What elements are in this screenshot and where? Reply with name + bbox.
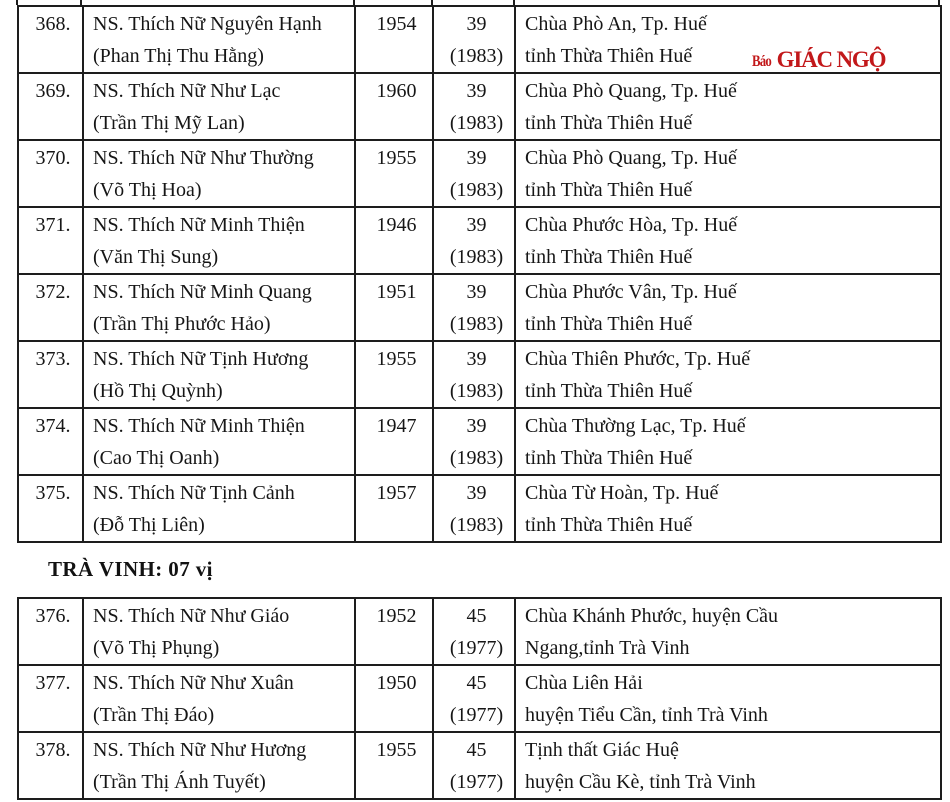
temple-name: Tịnh thất Giác Huệ (525, 739, 679, 761)
lay-name: (Võ Thị Hoa) (93, 179, 202, 201)
nun-name-cell (83, 341, 355, 408)
seniority-cell (433, 73, 515, 140)
temple-name: Chùa Khánh Phước, huyện Cầu (525, 605, 779, 627)
temple-name: Chùa Phò An, Tp. Huế (525, 13, 707, 35)
temple-name: Chùa Liên Hải (525, 672, 643, 694)
ordination-year: (1983) (449, 179, 504, 201)
religious-name: NS. Thích Nữ Như Thường (93, 147, 314, 169)
ordination-year: (1983) (449, 514, 504, 536)
table-row (18, 207, 941, 274)
seniority-years: 39 (466, 13, 487, 35)
birth-year: 1947 (355, 408, 433, 475)
ordination-year: (1977) (449, 637, 504, 659)
row-number: 373. (18, 341, 83, 408)
nun-name-cell (83, 6, 355, 73)
lay-name: (Cao Thị Oanh) (93, 447, 220, 469)
seniority-cell (433, 408, 515, 475)
temple-cell (515, 475, 941, 542)
watermark-prefix: Báo (752, 53, 771, 71)
lay-name: (Đỗ Thị Liên) (93, 514, 205, 536)
row-number: 371. (18, 207, 83, 274)
seniority-years: 45 (466, 739, 487, 761)
temple-name: Chùa Thiên Phước, Tp. Huế (525, 348, 751, 370)
temple-province: tỉnh Thừa Thiên Huế (525, 380, 693, 402)
seniority-years: 39 (466, 482, 487, 504)
religious-name: NS. Thích Nữ Như Hương (93, 739, 307, 761)
row-number: 375. (18, 475, 83, 542)
nun-name-cell (83, 73, 355, 140)
nun-name-cell (83, 475, 355, 542)
birth-year: 1960 (355, 73, 433, 140)
seniority-cell (433, 598, 515, 665)
table-row (18, 732, 941, 799)
temple-province: tỉnh Thừa Thiên Huế (525, 112, 693, 134)
temple-cell (515, 665, 941, 732)
table-row (18, 475, 941, 542)
temple-province: tỉnh Thừa Thiên Huế (525, 179, 693, 201)
lay-name: (Phan Thị Thu Hằng) (93, 45, 264, 67)
temple-province: tỉnh Thừa Thiên Huế (525, 246, 693, 268)
religious-name: NS. Thích Nữ Tịnh Cảnh (93, 482, 295, 504)
row-number: 377. (18, 665, 83, 732)
temple-province: huyện Tiểu Cần, tỉnh Trà Vinh (525, 704, 768, 726)
seniority-cell (433, 341, 515, 408)
birth-year: 1950 (355, 665, 433, 732)
religious-name: NS. Thích Nữ Nguyên Hạnh (93, 13, 322, 35)
lay-name: (Trần Thị Ánh Tuyết) (93, 771, 266, 793)
religious-name: NS. Thích Nữ Như Xuân (93, 672, 294, 694)
ordination-year: (1983) (449, 380, 504, 402)
row-number: 369. (18, 73, 83, 140)
seniority-years: 39 (466, 147, 487, 169)
seniority-cell (433, 140, 515, 207)
religious-name: NS. Thích Nữ Minh Thiện (93, 415, 305, 437)
ordination-year: (1983) (449, 45, 504, 67)
lay-name: (Trần Thị Đáo) (93, 704, 215, 726)
table-row (18, 341, 941, 408)
table-row (18, 408, 941, 475)
temple-cell (515, 732, 941, 799)
table-row (18, 73, 941, 140)
temple-province: tỉnh Thừa Thiên Huế (525, 447, 693, 469)
temple-province: tỉnh Thừa Thiên Huế (525, 313, 693, 335)
ordination-year: (1983) (449, 447, 504, 469)
temple-name: Chùa Phước Hòa, Tp. Huế (525, 214, 738, 236)
seniority-years: 39 (466, 80, 487, 102)
row-number: 368. (18, 6, 83, 73)
seniority-cell (433, 207, 515, 274)
temple-name: Chùa Phước Vân, Tp. Huế (525, 281, 737, 303)
lay-name: (Văn Thị Sung) (93, 246, 219, 268)
lay-name: (Trần Thị Mỹ Lan) (93, 112, 245, 134)
temple-province: Ngang,tỉnh Trà Vinh (525, 637, 690, 659)
row-number: 370. (18, 140, 83, 207)
table-row (18, 140, 941, 207)
temple-name: Chùa Từ Hoàn, Tp. Huế (525, 482, 719, 504)
temple-cell (515, 73, 941, 140)
birth-year: 1955 (355, 341, 433, 408)
seniority-years: 45 (466, 672, 487, 694)
ordination-year: (1977) (449, 704, 504, 726)
birth-year: 1954 (355, 6, 433, 73)
table-row (18, 274, 941, 341)
temple-province: tỉnh Thừa Thiên Huế (525, 514, 693, 536)
ordination-year: (1983) (449, 246, 504, 268)
temple-name: Chùa Phò Quang, Tp. Huế (525, 80, 737, 102)
seniority-cell (433, 475, 515, 542)
row-number: 376. (18, 598, 83, 665)
seniority-years: 39 (466, 348, 487, 370)
seniority-years: 45 (466, 605, 487, 627)
temple-cell (515, 341, 941, 408)
tra-vinh-nuns-table (17, 597, 942, 800)
nun-name-cell (83, 665, 355, 732)
ordination-year: (1983) (449, 313, 504, 335)
ordination-year: (1977) (449, 771, 504, 793)
birth-year: 1955 (355, 732, 433, 799)
temple-cell (515, 140, 941, 207)
nun-name-cell (83, 598, 355, 665)
nun-name-cell (83, 732, 355, 799)
nun-name-cell (83, 408, 355, 475)
religious-name: NS. Thích Nữ Tịnh Hương (93, 348, 309, 370)
table-row (18, 665, 941, 732)
birth-year: 1955 (355, 140, 433, 207)
lay-name: (Trần Thị Phước Hảo) (93, 313, 271, 335)
religious-name: NS. Thích Nữ Minh Quang (93, 281, 312, 303)
temple-cell (515, 207, 941, 274)
lay-name: (Võ Thị Phụng) (93, 637, 220, 659)
temple-name: Chùa Phò Quang, Tp. Huế (525, 147, 737, 169)
nun-name-cell (83, 274, 355, 341)
watermark-bao-giac-ngo (752, 49, 885, 70)
row-number: 374. (18, 408, 83, 475)
religious-name: NS. Thích Nữ Minh Thiện (93, 214, 305, 236)
nun-name-cell (83, 140, 355, 207)
temple-province: huyện Cầu Kè, tỉnh Trà Vinh (525, 771, 756, 793)
row-number: 372. (18, 274, 83, 341)
hue-nuns-table (17, 5, 942, 543)
birth-year: 1951 (355, 274, 433, 341)
temple-cell (515, 408, 941, 475)
temple-name: Chùa Thường Lạc, Tp. Huế (525, 415, 746, 437)
religious-name: NS. Thích Nữ Như Giáo (93, 605, 290, 627)
lay-name: (Hồ Thị Quỳnh) (93, 380, 223, 402)
ordination-year: (1983) (449, 112, 504, 134)
watermark-name: GIÁC NGỘ (776, 47, 886, 72)
seniority-cell (433, 274, 515, 341)
temple-cell (515, 598, 941, 665)
seniority-cell (433, 6, 515, 73)
seniority-years: 39 (466, 214, 487, 236)
birth-year: 1957 (355, 475, 433, 542)
nun-name-cell (83, 207, 355, 274)
seniority-years: 39 (466, 281, 487, 303)
row-number: 378. (18, 732, 83, 799)
birth-year: 1946 (355, 207, 433, 274)
seniority-cell (433, 732, 515, 799)
temple-province: tỉnh Thừa Thiên Huế (525, 45, 693, 67)
seniority-years: 39 (466, 415, 487, 437)
table-row (18, 598, 941, 665)
religious-name: NS. Thích Nữ Như Lạc (93, 80, 281, 102)
temple-cell (515, 274, 941, 341)
section-header-tra-vinh: TRÀ VINH: 07 vị (48, 557, 213, 581)
birth-year: 1952 (355, 598, 433, 665)
seniority-cell (433, 665, 515, 732)
